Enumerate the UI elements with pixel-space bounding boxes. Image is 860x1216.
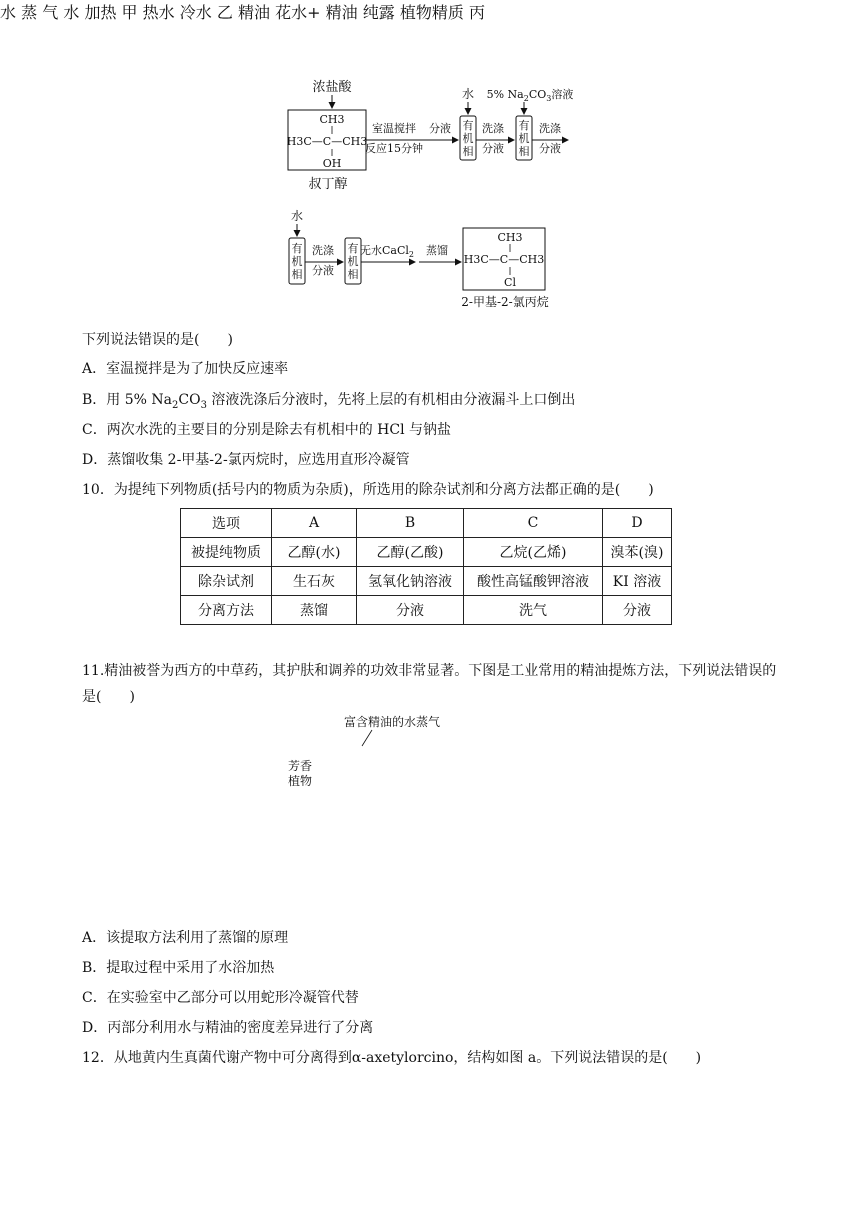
table-cell: 选项: [181, 509, 272, 538]
q9-option-d: D．蒸馏收集 2-甲基-2-氯丙烷时，应选用直形冷凝管: [82, 452, 410, 468]
q9-option-c: C．两次水洗的主要目的分别是除去有机相中的 HCl 与钠盐: [82, 422, 452, 438]
table-cell: 溴苯(溴): [603, 538, 672, 567]
table-cell: 乙烷(乙烯): [464, 538, 603, 567]
table-cell: 氢氧化钠溶液: [357, 567, 464, 596]
label-steam-3: 气: [42, 3, 59, 22]
table-row: [181, 538, 672, 567]
arrow1-bottom: 反应15分钟: [365, 142, 423, 155]
label-water: 水: [63, 3, 80, 22]
organic-phase-text-3: 有机相: [291, 242, 303, 281]
table-cell: 乙醇(水): [272, 538, 357, 567]
q12-stem: 12．从地黄内生真菌代谢产物中可分离得到α-axetylorcino，结构如图 a。下列说法错误的是( ): [82, 1050, 702, 1066]
product-cl: Cl: [504, 276, 516, 289]
label-plant-1: 芳香: [288, 759, 313, 773]
cacl2-label: 无水CaCl$_2$: [359, 244, 415, 259]
flowchart-tert-butanol: [280, 78, 590, 196]
label-oil: 精油: [237, 3, 270, 22]
split-label-1: 分液: [482, 142, 504, 155]
flowchart-product: [285, 206, 565, 312]
water-label-3: 水: [290, 209, 304, 223]
q9-option-b: B．用 5% $Na_2CO_3$ 溶液洗涤后分液时，先将上层的有机相由分液漏斗上口倒出: [82, 392, 576, 411]
label-plant-matter: 植物精质: [399, 3, 464, 22]
table-cell: 分液: [603, 596, 672, 625]
reactant-name: 叔丁醇: [308, 177, 348, 192]
q11-stem: 11.精油被誉为西方的中草药，其护肤和调养的功效非常显著。下图是工业常用的精油提炼方法，下列说法错误的是( ): [82, 663, 777, 705]
table-cell: 生石灰: [272, 567, 357, 596]
table-cell: 分离方法: [181, 596, 272, 625]
product-ch3: CH3: [497, 231, 523, 244]
table-row: [181, 509, 672, 538]
q11-option-a: A．该提取方法利用了蒸馏的原理: [82, 930, 289, 946]
table-cell: 分液: [357, 596, 464, 625]
table-cell: 被提纯物质: [181, 538, 272, 567]
na2co3-label: 5% $Na_2CO_3$溶液: [486, 88, 574, 103]
organic-phase-text-1: 有机相: [462, 119, 474, 158]
label-part-c: 丙: [468, 3, 485, 22]
table-cell: 蒸馏: [272, 596, 357, 625]
label-steam-2: 蒸: [21, 3, 38, 22]
label-cold-water: 冷水: [179, 3, 212, 22]
formula-main: H3C—C—CH3: [286, 135, 368, 148]
label-steam-top: 富含精油的水蒸气: [344, 715, 441, 729]
product-name: 2-甲基-2-氯丙烷: [461, 295, 549, 309]
q9-stem: 下列说法错误的是( ): [82, 332, 233, 348]
essential-oil-apparatus: [282, 712, 592, 918]
q11-option-d: D．丙部分利用水与精油的密度差异进行了分离: [82, 1020, 374, 1036]
table-row: [181, 567, 672, 596]
label-hot-water: 热水: [142, 3, 175, 22]
distill-label: 蒸馏: [426, 244, 448, 257]
table-cell: 洗气: [464, 596, 603, 625]
product-main: H3C—C—CH3: [463, 253, 545, 266]
table-cell: C: [464, 509, 603, 538]
q11-option-b: B．提取过程中采用了水浴加热: [82, 960, 275, 976]
label-steam-1: 水: [0, 3, 17, 22]
table-cell: 除杂试剂: [181, 567, 272, 596]
organic-phase-text-2: 有机相: [518, 119, 530, 158]
table-row: [181, 596, 672, 625]
table-cell: KI 溶液: [603, 567, 672, 596]
split-label-2: 分液: [539, 142, 561, 155]
label-plant-2: 植物: [288, 774, 313, 788]
table-cell: A: [272, 509, 357, 538]
organic-phase-text-4: 有机相: [347, 242, 359, 281]
q9-option-a: A．室温搅拌是为了加快反应速率: [82, 361, 289, 377]
reagent-hcl-label: 浓盐酸: [312, 80, 352, 95]
label-hydrosol: 纯露: [362, 3, 395, 22]
label-floral-1: 花水+: [275, 3, 321, 22]
table-cell: 酸性高锰酸钾溶液: [464, 567, 603, 596]
q10-stem: 10．为提纯下列物质(括号内的物质为杂质)，所选用的除杂试剂和分离方法都正确的是( ): [82, 482, 654, 498]
q11-option-c: C．在实验室中乙部分可以用蛇形冷凝管代替: [82, 990, 359, 1006]
table-cell: B: [357, 509, 464, 538]
wash-label-3: 洗涤: [312, 244, 334, 257]
water-label-1: 水: [461, 87, 475, 101]
formula-oh: OH: [322, 157, 342, 170]
arrow1-split: 分液: [429, 122, 451, 135]
label-part-b: 乙: [216, 3, 233, 22]
arrow1-top: 室温搅拌: [372, 122, 416, 135]
wash-label-1: 洗涤: [482, 122, 504, 135]
label-heat: 加热: [84, 3, 117, 22]
formula-ch3: CH3: [319, 113, 345, 126]
table-cell: D: [603, 509, 672, 538]
wash-label-2: 洗涤: [539, 122, 561, 135]
label-part-a: 甲: [121, 3, 138, 22]
table-cell: 乙醇(乙酸): [357, 538, 464, 567]
q10-table: [180, 508, 672, 625]
split-label-3: 分液: [312, 264, 334, 277]
label-floral-2: 精油: [325, 3, 358, 22]
